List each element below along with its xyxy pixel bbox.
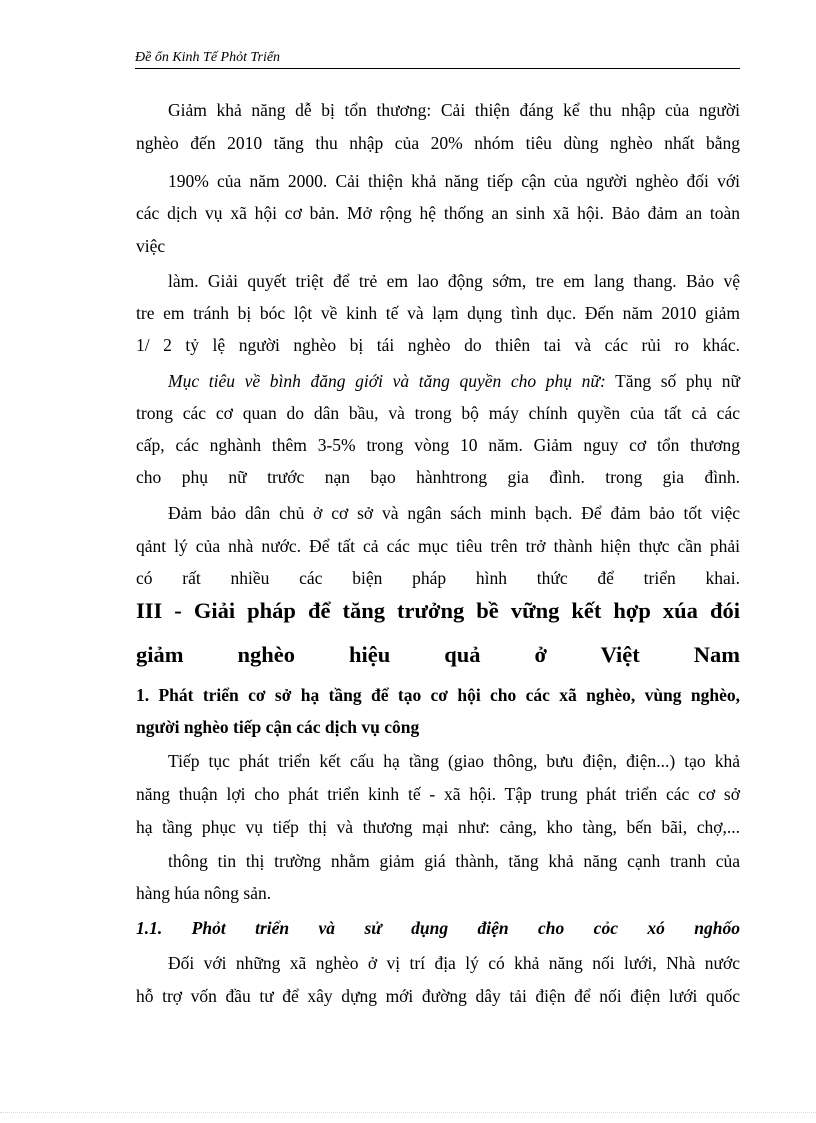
- paragraph-line: hạ tầng phục vụ tiếp thị và thương mại như: cảng, kho tàng, bến bãi, chợ,...: [136, 817, 740, 837]
- section-heading: III - Giải pháp để tăng trưởng bề vững kết hợp xúa đói: [136, 598, 740, 623]
- paragraph-line: Tiếp tục phát triển kết cấu hạ tầng (giao thông, bưu điện, điện...) tạo khả: [168, 751, 740, 771]
- paragraph-line: 190% của năm 2000. Cải thiện khả năng tiếp cận của người nghèo đối với: [168, 171, 740, 191]
- paragraph-line: việc: [136, 236, 166, 256]
- paragraph-line: năng thuận lợi cho phát triển kinh tế - xã hội. Tập trung phát triển các cơ sở: [136, 784, 740, 804]
- subsection-heading: 1. Phát triển cơ sở hạ tầng để tạo cơ hội cho các xã nghèo, vùng nghèo,: [136, 685, 740, 705]
- page-header-title: Đề ổn Kinh Tế Phỏt Triển: [135, 50, 281, 65]
- paragraph-line: có rất nhiều các biện pháp hình thức để triển khai.: [136, 568, 740, 588]
- paragraph-line: các dịch vụ xã hội cơ bản. Mở rộng hệ thống an sinh xã hội. Bảo đảm an toàn: [136, 203, 740, 223]
- paragraph-line: hỗ trợ vốn đầu tư để xây dựng mới đường dây tải điện để nối điện lưới quốc: [136, 986, 740, 1006]
- paragraph-line: Đảm bảo dân chủ ở cơ sở và ngân sách minh bạch. Để đảm bảo tốt việc: [168, 503, 740, 523]
- header-rule: [135, 68, 740, 69]
- subsubsection-heading: 1.1. Phỏt triển và sử dụng điện cho cỏc xó nghốo: [136, 918, 740, 938]
- paragraph-line: 1/ 2 tỷ lệ người nghèo bị tái nghèo do thiên tai và các rủi ro khác.: [136, 335, 740, 355]
- page-edge-divider: [0, 1112, 816, 1113]
- paragraph-line: trong các cơ quan do dân bầu, và trong bộ máy chính quyền của tất cả các: [136, 403, 740, 423]
- paragraph-line: thông tin thị trường nhằm giảm giá thành, tăng khả năng cạnh tranh của: [168, 851, 740, 871]
- section-heading: giảm nghèo hiệu quả ở Việt Nam: [136, 642, 740, 667]
- paragraph-line: hàng húa nông sản.: [136, 883, 272, 903]
- lead-rest: Tăng số phụ nữ: [605, 371, 741, 391]
- paragraph-line: tre em tránh bị bóc lột về kinh tế và lạm dụng tình dục. Đến năm 2010 giảm: [136, 303, 740, 323]
- italic-lead: Mục tiêu về bình đăng giới và tăng quyền cho phụ nữ:: [168, 371, 606, 391]
- paragraph-line: Giảm khả năng dễ bị tổn thương: Cải thiện đáng kể thu nhập của người: [168, 100, 740, 120]
- paragraph-line: làm. Giải quyết triệt để trẻ em lao động sớm, tre em lang thang. Bảo vệ: [168, 271, 740, 291]
- paragraph-line: Đối với những xã nghèo ở vị trí địa lý có khả năng nối lưới, Nhà nước: [168, 953, 740, 973]
- paragraph-line: cho phụ nữ trước nạn bạo hànhtrong gia đình. trong gia đình.: [136, 467, 740, 487]
- paragraph-line: [136, 370, 740, 392]
- paragraph-line: qảnt lý của nhà nước. Để tất cả các mục tiêu trên trở thành hiện thực cần phải: [136, 536, 740, 556]
- paragraph-line: nghèo đến 2010 tăng thu nhập của 20% nhóm tiêu dùng nghèo nhất bằng: [136, 133, 740, 153]
- subsection-heading: người nghèo tiếp cận các dịch vụ công: [136, 717, 420, 737]
- paragraph-line: cấp, các nghành thêm 3-5% trong vòng 10 năm. Giảm nguy cơ tổn thương: [136, 435, 740, 455]
